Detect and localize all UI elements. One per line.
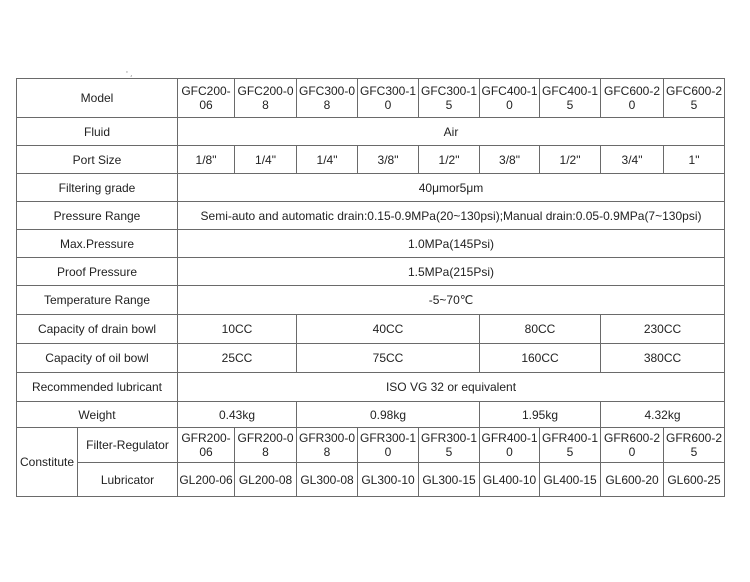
max-pressure-row: [17, 230, 725, 258]
lubricator-cell: GL300-08: [297, 463, 358, 497]
fluid-value: Air: [178, 118, 725, 146]
lubricator-cell: GL200-08: [235, 463, 297, 497]
port-size-cell: 3/8": [358, 146, 419, 174]
filter-regulator-cell: GFR300-10: [358, 428, 419, 463]
model-row: [17, 79, 725, 118]
port-size-cell: 1/4": [235, 146, 297, 174]
oil-bowl-row: [17, 344, 725, 373]
model-cell: GFC200-06: [178, 79, 235, 118]
lubricator-cell: GL200-06: [178, 463, 235, 497]
port-size-cell: 1/8": [178, 146, 235, 174]
proof-pressure-row: [17, 258, 725, 286]
port-size-cell: 1/2": [419, 146, 480, 174]
port-size-row: [17, 146, 725, 174]
model-cell: GFC200-08: [235, 79, 297, 118]
fluid-row: [17, 118, 725, 146]
drain-bowl-cell: 230CC: [601, 315, 725, 344]
weight-cell: 4.32kg: [601, 402, 725, 428]
port-size-cell: 3/4": [601, 146, 664, 174]
drain-bowl-cell: 10CC: [178, 315, 297, 344]
filtering-grade-row: [17, 174, 725, 202]
model-cell: GFC300-15: [419, 79, 480, 118]
lubricator-cell: GL600-25: [664, 463, 725, 497]
weight-label: Weight: [17, 402, 178, 428]
filter-regulator-cell: GFR600-25: [664, 428, 725, 463]
model-cell: GFC300-10: [358, 79, 419, 118]
lubricator-cell: GL300-15: [419, 463, 480, 497]
port-size-label: Port Size: [17, 146, 178, 174]
fluid-label: Fluid: [17, 118, 178, 146]
lubricator-cell: GL400-10: [480, 463, 540, 497]
proof-pressure-label: Proof Pressure: [17, 258, 178, 286]
oil-bowl-cell: 160CC: [480, 344, 601, 373]
filter-regulator-cell: GFR300-15: [419, 428, 480, 463]
lubricator-cell: GL300-10: [358, 463, 419, 497]
model-cell: GFC600-20: [601, 79, 664, 118]
oil-bowl-cell: 75CC: [297, 344, 480, 373]
filter-regulator-cell: GFR400-15: [540, 428, 601, 463]
drain-bowl-cell: 80CC: [480, 315, 601, 344]
weight-cell: 0.43kg: [178, 402, 297, 428]
lubricator-cell: GL400-15: [540, 463, 601, 497]
drain-bowl-label: Capacity of drain bowl: [17, 315, 178, 344]
temperature-range-row: [17, 286, 725, 315]
filtering-grade-value: 40μmor5μm: [178, 174, 725, 202]
lubricant-value: ISO VG 32 or equivalent: [178, 373, 725, 402]
model-cell: GFC300-08: [297, 79, 358, 118]
port-size-cell: 1/4": [297, 146, 358, 174]
filter-regulator-row: [17, 428, 725, 463]
temperature-range-label: Temperature Range: [17, 286, 178, 315]
lubricant-label: Recommended lubricant: [17, 373, 178, 402]
weight-row: [17, 402, 725, 428]
oil-bowl-cell: 380CC: [601, 344, 725, 373]
temperature-range-value: -5~70℃: [178, 286, 725, 315]
filter-regulator-cell: GFR400-10: [480, 428, 540, 463]
filter-regulator-cell: GFR200-06: [178, 428, 235, 463]
filtering-grade-label: Filtering grade: [17, 174, 178, 202]
lubricant-row: [17, 373, 725, 402]
filter-regulator-cell: GFR300-08: [297, 428, 358, 463]
pressure-range-row: [17, 202, 725, 230]
stray-mark: ' ,: [126, 70, 133, 78]
weight-cell: 1.95kg: [480, 402, 601, 428]
filter-regulator-cell: GFR200-08: [235, 428, 297, 463]
spec-table: [16, 78, 725, 497]
lubricator-row: [17, 463, 725, 497]
pressure-range-label: Pressure Range: [17, 202, 178, 230]
filter-regulator-cell: GFR600-20: [601, 428, 664, 463]
model-label: Model: [17, 79, 178, 118]
pressure-range-value: Semi-auto and automatic drain:0.15-0.9MPa(20~130psi);Manual drain:0.05-0.9MPa(7~130psi): [178, 202, 725, 230]
max-pressure-value: 1.0MPa(145Psi): [178, 230, 725, 258]
model-cell: GFC400-10: [480, 79, 540, 118]
drain-bowl-cell: 40CC: [297, 315, 480, 344]
oil-bowl-cell: 25CC: [178, 344, 297, 373]
max-pressure-label: Max.Pressure: [17, 230, 178, 258]
model-cell: GFC600-25: [664, 79, 725, 118]
proof-pressure-value: 1.5MPa(215Psi): [178, 258, 725, 286]
weight-cell: 0.98kg: [297, 402, 480, 428]
filter-regulator-label: Filter-Regulator: [78, 428, 178, 463]
port-size-cell: 1/2": [540, 146, 601, 174]
oil-bowl-label: Capacity of oil bowl: [17, 344, 178, 373]
port-size-cell: 1": [664, 146, 725, 174]
port-size-cell: 3/8": [480, 146, 540, 174]
lubricator-cell: GL600-20: [601, 463, 664, 497]
constitute-label: Constitute: [17, 428, 78, 497]
model-cell: GFC400-15: [540, 79, 601, 118]
drain-bowl-row: [17, 315, 725, 344]
lubricator-label: Lubricator: [78, 463, 178, 497]
